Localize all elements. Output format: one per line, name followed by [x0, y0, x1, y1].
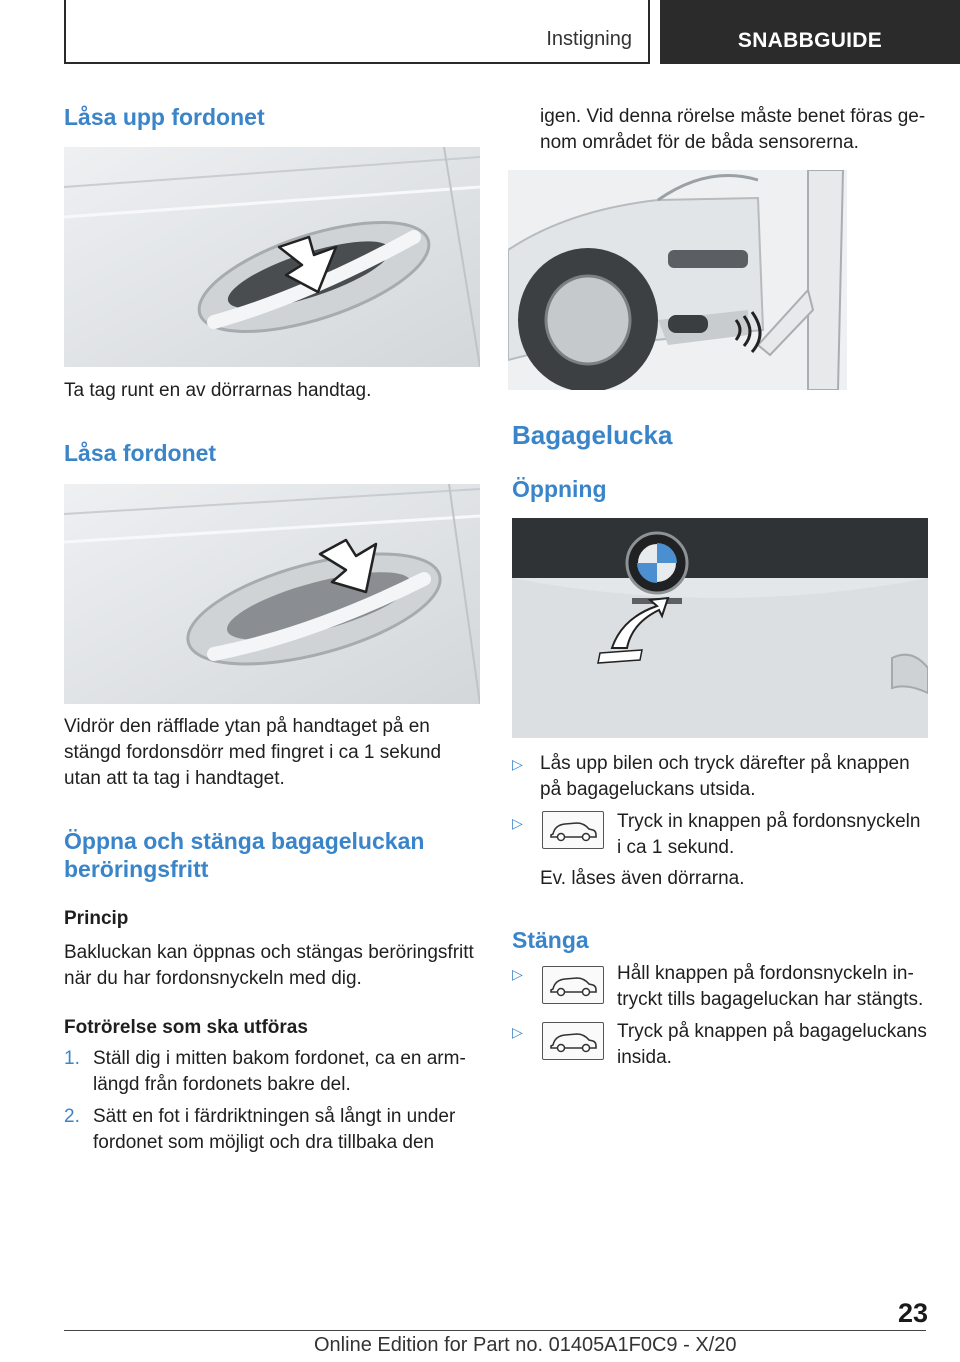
- trunk-button-image: [512, 518, 928, 738]
- movement-heading: Fotrörelse som ska utföras: [64, 1017, 308, 1038]
- open-item-1-line2: på bagageluckans utsida.: [540, 779, 756, 800]
- principle-heading: Princip: [64, 908, 129, 929]
- close-item-1-line2: tryckt tills bagageluckan har stängts.: [617, 989, 924, 1010]
- open-item-1-line1: Lås upp bilen och tryck därefter på knappen: [540, 753, 910, 774]
- principle-text-line1: Bakluckan kan öppnas och stängas beröringsfritt: [64, 942, 474, 963]
- bullet-triangle: ▷: [512, 966, 523, 982]
- car-trunk-key-icon: [542, 811, 604, 849]
- open-item-2-line2: i ca 1 sekund.: [617, 837, 735, 858]
- step-number: 2.: [64, 1106, 80, 1127]
- step-2-line2: fordonet som möjligt och dra tillbaka den: [93, 1132, 435, 1153]
- car-trunk-key-icon: [542, 966, 604, 1004]
- bullet-triangle: ▷: [512, 756, 523, 772]
- close-item-2-line1: Tryck på knappen på bagageluckans: [617, 1021, 927, 1042]
- footer-divider: [64, 1330, 926, 1331]
- step-1-line2: längd från fordonets bakre del.: [93, 1074, 351, 1095]
- step-number: 1.: [64, 1048, 80, 1069]
- close-item-1-line1: Håll knappen på fordonsnyckeln in-: [617, 963, 914, 984]
- section-title: Instigning: [546, 28, 632, 50]
- continued-line2: nom området för de båda sensorerna.: [540, 132, 859, 153]
- close-title: Stänga: [512, 927, 589, 953]
- unlock-title: Låsa upp fordonet: [64, 104, 265, 130]
- bullet-triangle: ▷: [512, 1024, 523, 1040]
- lock-text-line3: utan att ta tag i handtaget.: [64, 768, 285, 789]
- trunk-title: Bagagelucka: [512, 420, 673, 450]
- foot-gesture-image: [508, 170, 847, 390]
- header-frame: [64, 0, 650, 64]
- guide-tab[interactable]: SNABBGUIDE: [660, 0, 960, 64]
- principle-text-line2: när du har fordonsnyckeln med dig.: [64, 968, 362, 989]
- edition-text: Online Edition for Part no. 01405A1F0C9 - X/20: [314, 1334, 737, 1356]
- unlock-text: Ta tag runt en av dörrarnas handtag.: [64, 380, 372, 401]
- step-1-line1: Ställ dig i mitten bakom fordonet, ca en arm-: [93, 1048, 466, 1069]
- car-trunk-key-icon: [542, 1022, 604, 1060]
- lock-text-line2: stängd fordonsdörr med fingret i ca 1 sekund: [64, 742, 442, 763]
- touchless-title-line2: beröringsfritt: [64, 856, 209, 882]
- lock-text-line1: Vidrör den räfflade ytan på handtaget på en: [64, 716, 430, 737]
- opening-title: Öppning: [512, 476, 607, 502]
- continued-line1: igen. Vid denna rörelse måste benet föras ge-: [540, 106, 926, 127]
- open-note: Ev. låses även dörrarna.: [540, 868, 745, 889]
- touchless-title-line1: Öppna och stänga bagageluckan: [64, 828, 425, 854]
- close-item-2-line2: insida.: [617, 1047, 672, 1068]
- lock-title: Låsa fordonet: [64, 440, 217, 466]
- open-item-2-line1: Tryck in knappen på fordonsnyckeln: [617, 811, 921, 832]
- bullet-triangle: ▷: [512, 815, 523, 831]
- step-2-line1: Sätt en fot i färdriktningen så långt in under: [93, 1106, 456, 1127]
- door-handle-unlock-image: [64, 147, 480, 367]
- door-handle-lock-image: [64, 484, 480, 704]
- page-number: 23: [897, 1298, 928, 1328]
